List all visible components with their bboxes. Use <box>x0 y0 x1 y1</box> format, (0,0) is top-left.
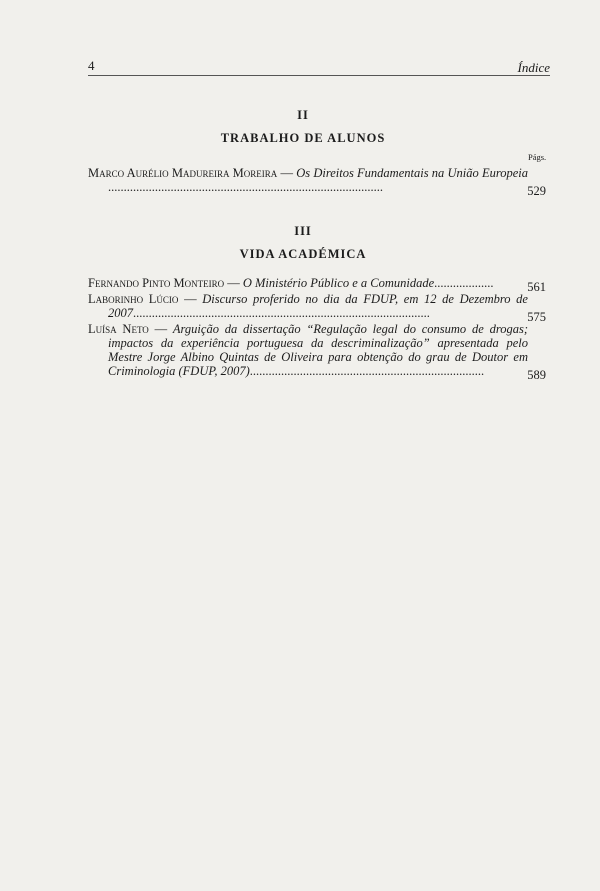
entry-page: 561 <box>527 280 546 294</box>
running-title: Índice <box>517 60 550 75</box>
toc-entry[interactable] <box>88 322 550 382</box>
entry-title: Discurso proferido no dia da FDUP, em 12 de Dezembro de 2007 <box>108 292 528 320</box>
section-title: TRABALHO DE ALUNOS <box>220 131 386 145</box>
section-title: VIDA ACADÉMICA <box>239 247 367 261</box>
entry-page: 589 <box>527 368 546 382</box>
entry-title: Os Direitos Fundamentais na União Europeia <box>296 166 529 180</box>
entry-author: Marco Aurélio Madureira Moreira <box>88 166 278 180</box>
section-ii-entries <box>88 166 550 198</box>
toc-entry[interactable] <box>88 276 550 294</box>
toc-entry[interactable] <box>88 292 550 324</box>
section-roman: III <box>294 224 312 238</box>
entry-author: Laborinho Lúcio <box>88 292 179 306</box>
entry-title: O Ministério Público e a Comunidade <box>242 276 435 290</box>
section-iii-heading <box>88 224 518 262</box>
section-iii-entries <box>88 276 550 382</box>
section-roman: II <box>297 108 309 122</box>
dot-leader: ................... <box>434 276 494 290</box>
entry-title: Arguição da dissertação “Regulação legal do consumo de drogas; impactos da experiência portuguesa da descriminalização” apresentada pelo Mestre Jorge Albino Quintas de Oliveira para obtenção do grau de Doutor em Criminologia (FDUP, 2007) <box>108 322 529 378</box>
page-number: 4 <box>88 58 95 73</box>
pages-label: Págs. <box>528 152 547 162</box>
header-rule <box>88 75 550 76</box>
entry-dash: — <box>178 292 203 306</box>
toc-entry[interactable] <box>88 166 550 198</box>
entry-page: 529 <box>527 184 546 198</box>
dot-leader: ............................................................................................... <box>133 306 430 320</box>
entry-dash: — <box>148 322 173 336</box>
entry-author: Luísa Neto <box>88 322 149 336</box>
section-ii-heading <box>88 108 518 146</box>
entry-dash: — <box>277 166 297 180</box>
entry-dash: — <box>224 276 243 290</box>
entry-page: 575 <box>527 310 546 324</box>
entry-author: Fernando Pinto Monteiro <box>88 276 225 290</box>
dot-leader: ........................................................................................ <box>108 180 383 194</box>
dot-leader: ........................................................................... <box>249 364 485 378</box>
